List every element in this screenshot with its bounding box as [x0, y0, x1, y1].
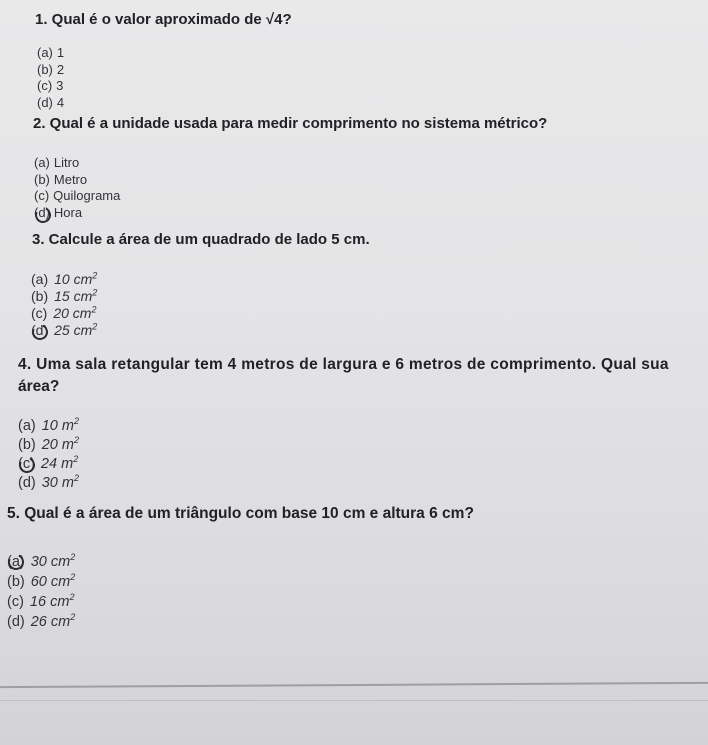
option: (b) 2	[37, 61, 65, 77]
option-marked: (a) 30 $cm^2$	[7, 552, 76, 570]
option-marked: (d) Hora	[34, 204, 83, 220]
option: (a) 1	[37, 45, 65, 60]
option: (d) 4	[37, 94, 65, 110]
option: (b) 20 $m^2$	[18, 435, 80, 453]
option: (b) Metro	[34, 171, 88, 187]
option-marked: (d) 25 $cm^2$	[31, 321, 98, 338]
option: (c) 3	[37, 78, 64, 93]
option: (a) Litro	[34, 155, 80, 170]
paper-edge-line	[0, 682, 708, 688]
option: (b) 60 $cm^2$	[7, 572, 76, 590]
question-5-title: 5. Qual é a área de um triângulo com base 10 cm e altura 6 cm?	[7, 505, 474, 522]
paper-edge-shadow	[0, 700, 708, 701]
question-4-options	[18, 417, 79, 493]
question-3-title: 3. Calcule a área de um quadrado de lado 5 cm.	[32, 231, 370, 248]
option: (d) 26 $cm^2$	[7, 612, 76, 630]
option: (b) 15 $cm^2$	[31, 287, 98, 304]
answer-mark: (d)	[34, 204, 50, 220]
question-2-title: 2. Qual é a unidade usada para medir comprimento no sistema métrico?	[33, 115, 548, 132]
option: (c) 16 $cm^2$	[7, 592, 75, 610]
answer-mark: (a)	[7, 554, 25, 570]
question-2-options	[34, 155, 120, 221]
question-4-title: 4. Uma sala retangular tem 4 metros de largura e 6 metros de comprimento. Qual sua área?	[18, 356, 669, 395]
option: (a) 10 $m^2$	[18, 416, 80, 434]
option-marked: (c) 24 $m^2$	[18, 454, 79, 472]
option: (a) 10 $cm^2$	[31, 270, 98, 287]
question-5-options	[7, 552, 75, 632]
answer-mark: (c)	[18, 456, 35, 472]
answer-mark: (d)	[31, 322, 49, 338]
question-1-title: 1. Qual é o valor aproximado de √4?	[35, 11, 292, 28]
question-1-options	[37, 45, 64, 111]
option: (c) Quilograma	[34, 188, 121, 203]
option: (c) 20 $cm^2$	[31, 304, 97, 321]
option: (d) 30 $m^2$	[18, 473, 80, 491]
question-3-options	[31, 271, 97, 339]
